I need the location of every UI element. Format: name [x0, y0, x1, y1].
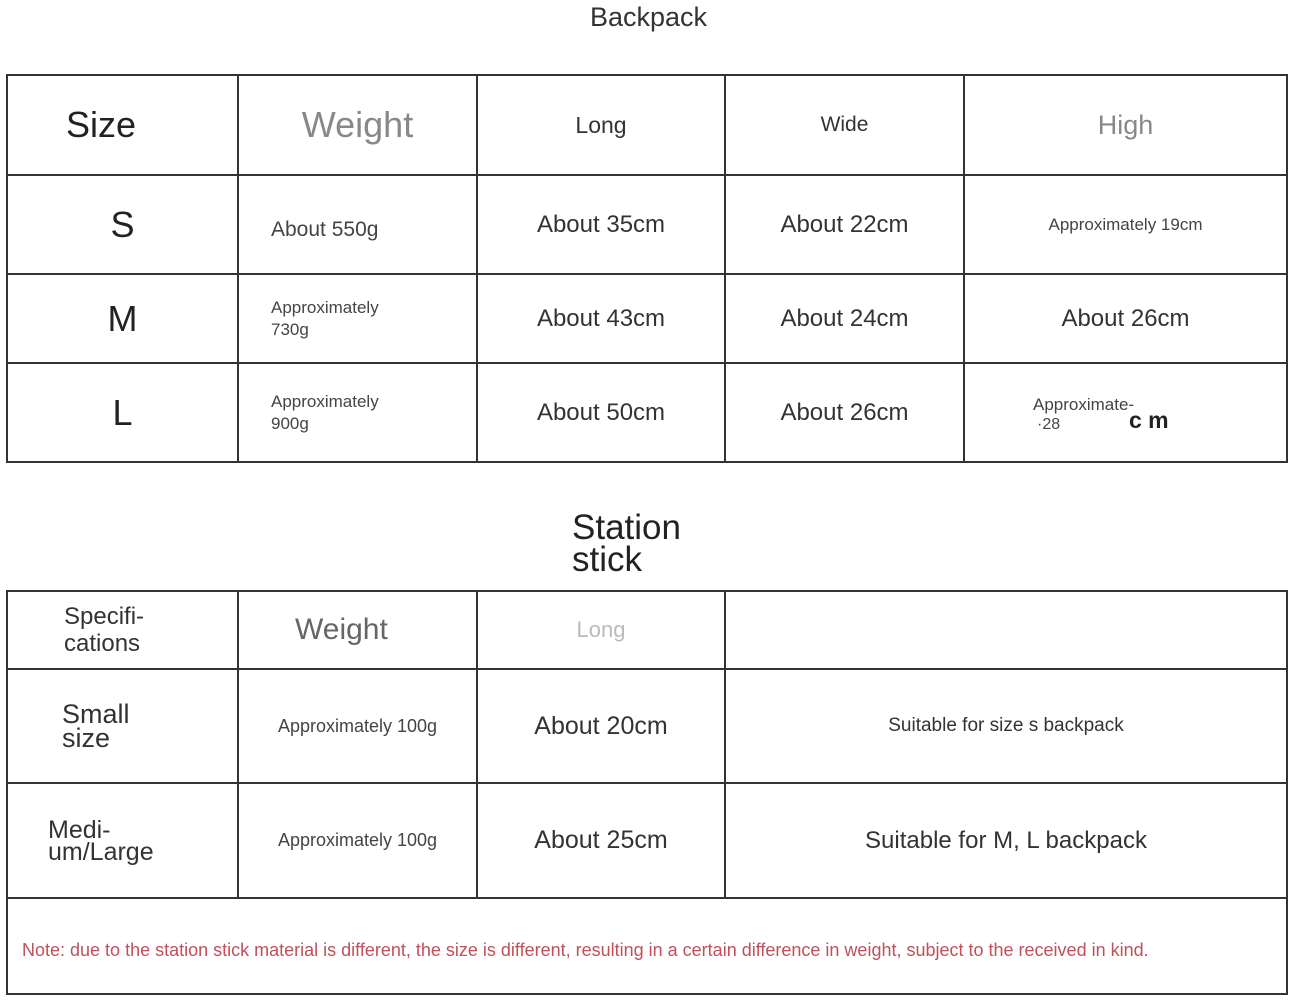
- spec-label-line1: Small: [62, 699, 130, 729]
- table-row: [7, 783, 1287, 898]
- high-value-unit: c m: [1129, 406, 1169, 433]
- suitable-cell: [725, 669, 1287, 783]
- station-stick-title: Station stick: [572, 508, 681, 579]
- long-cell: [477, 274, 725, 363]
- long-value: About 50cm: [536, 398, 666, 426]
- long-cell: [477, 669, 725, 783]
- header-empty-cell: [725, 591, 1287, 669]
- high-value: About 26cm: [1061, 304, 1190, 332]
- header-weight-cell: [238, 75, 477, 175]
- weight-value: Approximately 100g: [277, 715, 438, 736]
- header-spec-cell: [7, 591, 238, 669]
- header-size-cell: [7, 75, 238, 175]
- long-cell: [477, 783, 725, 898]
- header-long-cell: [477, 591, 725, 669]
- header-high: High: [1097, 109, 1154, 140]
- spec-cell: [7, 669, 238, 783]
- note-cell: [7, 898, 1287, 994]
- table-row: [7, 669, 1287, 783]
- weight-cell: [238, 274, 477, 363]
- header-high-cell: [964, 75, 1287, 175]
- table-row: [7, 274, 1287, 363]
- wide-cell: [725, 175, 964, 274]
- wide-value: About 22cm: [780, 210, 909, 238]
- high-value-line1: Approximate-: [1033, 394, 1135, 414]
- spec-label-line2: size: [62, 723, 111, 753]
- header-long-cell: [477, 75, 725, 175]
- table-header-row: [7, 591, 1287, 669]
- header-wide: Wide: [820, 113, 869, 136]
- size-cell: [7, 363, 238, 462]
- table-header-row: [7, 75, 1287, 175]
- station-stick-table: [6, 590, 1288, 995]
- table-row: [7, 175, 1287, 274]
- long-value: About 20cm: [534, 711, 668, 740]
- weight-value-line1: Approximately: [271, 391, 379, 411]
- header-wide-cell: [725, 75, 964, 175]
- header-spec-line1: Specifi-: [64, 603, 145, 630]
- header-long: Long: [576, 617, 626, 642]
- suitable-value: Suitable for size s backpack: [888, 715, 1124, 736]
- long-value: About 35cm: [536, 210, 666, 238]
- high-cell: [964, 363, 1287, 462]
- suitable-value: Suitable for M, L backpack: [865, 826, 1147, 854]
- long-value: About 25cm: [534, 826, 668, 854]
- size-cell: [7, 175, 238, 274]
- high-cell: [964, 175, 1287, 274]
- wide-cell: [725, 363, 964, 462]
- header-weight-cell: [238, 591, 477, 669]
- suitable-cell: [725, 783, 1287, 898]
- weight-cell: [238, 175, 477, 274]
- long-value: About 43cm: [536, 304, 666, 332]
- weight-cell: [238, 363, 477, 462]
- weight-cell: [238, 783, 477, 898]
- spec-label-line1: Medi-: [48, 815, 111, 844]
- weight-cell: [238, 669, 477, 783]
- wide-value: About 26cm: [780, 398, 909, 426]
- note-row: [7, 898, 1287, 994]
- spec-label-line2: um/Large: [48, 837, 154, 866]
- header-size: Size: [66, 104, 137, 145]
- high-cell: [964, 274, 1287, 363]
- weight-value: Approximately 100g: [277, 830, 438, 850]
- size-label: L: [112, 391, 133, 433]
- backpack-size-table: [6, 74, 1288, 463]
- header-weight: Weight: [301, 104, 414, 145]
- weight-value-line2: 730g: [271, 319, 309, 339]
- long-cell: [477, 363, 725, 462]
- weight-value-line2: 900g: [271, 413, 309, 433]
- size-label: S: [110, 203, 135, 245]
- high-value: Approximately 19cm: [1048, 214, 1203, 234]
- spec-cell: [7, 783, 238, 898]
- high-value-line2: ·28: [1037, 415, 1061, 433]
- wide-value: About 24cm: [780, 304, 909, 332]
- header-weight: Weight: [295, 613, 388, 646]
- weight-value: About 550g: [271, 217, 379, 241]
- note-text: Note: due to the station stick material is different, the size is different, resulting in a certain difference in weight, subject to the received in kind.: [22, 939, 1149, 960]
- size-label: M: [107, 297, 138, 339]
- header-long: Long: [575, 111, 627, 138]
- high-value-group: [1033, 383, 1286, 443]
- long-cell: [477, 175, 725, 274]
- weight-value-line1: Approximately: [271, 297, 379, 317]
- backpack-title: Backpack: [589, 2, 708, 32]
- header-spec-line2: cations: [64, 630, 141, 657]
- size-cell: [7, 274, 238, 363]
- wide-cell: [725, 274, 964, 363]
- table-row: [7, 363, 1287, 462]
